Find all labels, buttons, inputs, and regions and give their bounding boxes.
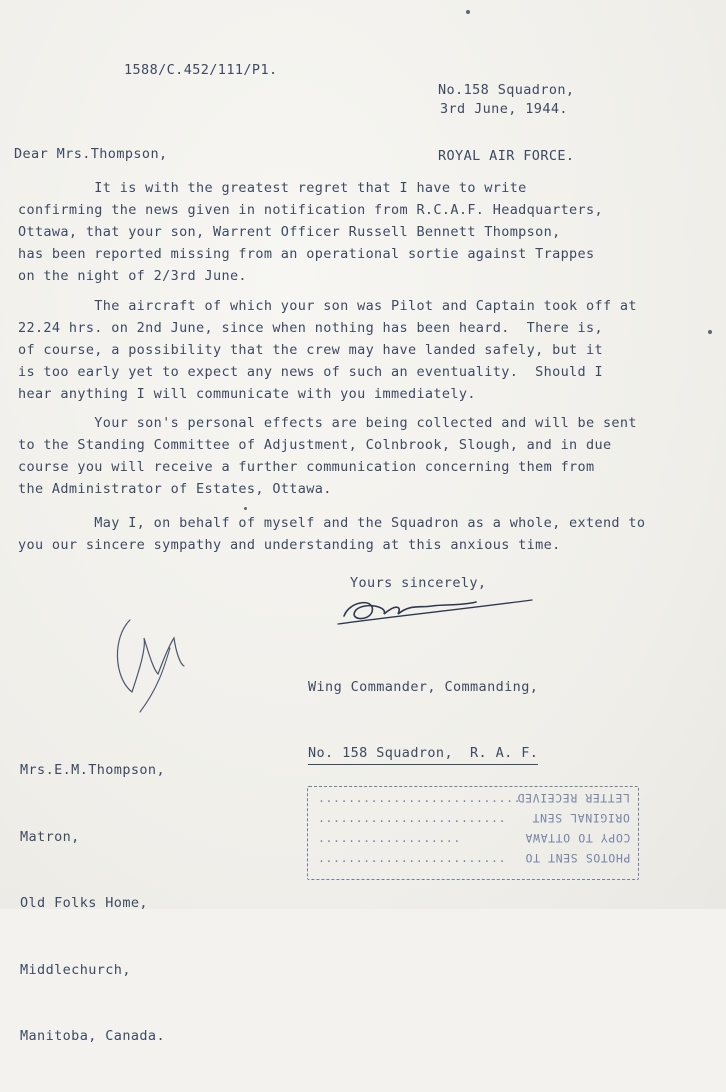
body-line: 22.24 hrs. on 2nd June, since when nothing has been heard. There is,	[18, 320, 603, 336]
body-line: the Administrator of Estates, Ottawa.	[18, 481, 332, 497]
salutation: Dear Mrs.Thompson,	[14, 146, 168, 162]
stamp-label: ORIGINAL SENT	[532, 811, 630, 825]
stamp-label: COPY TO OTTAWA	[524, 831, 630, 845]
paragraph-1	[18, 177, 718, 287]
signature-block	[308, 632, 538, 809]
service-line: ROYAL AIR FORCE.	[438, 148, 575, 164]
stamp-row	[318, 811, 630, 829]
stamp-dots: .........................	[318, 851, 507, 865]
recipient-line: Matron,	[20, 828, 80, 845]
body-line: course you will receive a further communication concerning them from	[18, 459, 595, 475]
body-line: Your son's personal effects are being collected and will be sent	[18, 415, 637, 431]
closing: Yours sincerely,	[350, 575, 487, 591]
paragraph-2	[18, 295, 718, 405]
ink-speck	[466, 10, 470, 14]
body-line: to the Standing Committee of Adjustment, Colnbrook, Slough, and in due	[18, 437, 612, 453]
stamp-dots: ...................	[318, 831, 461, 845]
recipient-line: Manitoba, Canada.	[20, 1028, 165, 1044]
body-line: is too early yet to expect any news of such an eventuality. Should I	[18, 364, 603, 380]
letter-date: 3rd June, 1944.	[440, 101, 568, 117]
squadron-line: No.158 Squadron,	[438, 82, 575, 98]
recipient-line: Middlechurch,	[20, 961, 131, 978]
body-line: The aircraft of which your son was Pilot and Captain took off at	[18, 298, 637, 314]
recipient-line: Mrs.E.M.Thompson,	[20, 762, 165, 778]
body-line: confirming the news given in notification from R.C.A.F. Headquarters,	[18, 202, 603, 218]
stamp-row	[318, 851, 630, 869]
body-line: hear anything I will communicate with you immediately.	[18, 386, 476, 402]
paragraph-4	[18, 512, 718, 556]
handwritten-signature	[336, 586, 536, 632]
body-line: It is with the greatest regret that I have to write	[18, 180, 527, 196]
stamp-dots: .........................	[318, 811, 507, 825]
stamp-dots: ...........................	[318, 791, 522, 805]
ink-speck	[244, 507, 247, 510]
file-reference: 1588/C.452/111/P1.	[124, 62, 278, 78]
signatory-unit: No. 158 Squadron, R. A. F.	[308, 742, 538, 765]
paragraph-3	[18, 412, 718, 500]
stamp-label: PHOTOS SENT TO	[524, 851, 630, 865]
receipt-stamp	[307, 786, 639, 880]
stamp-row	[318, 791, 630, 809]
body-line: Ottawa, that your son, Warrent Officer Russell Bennett Thompson,	[18, 224, 561, 240]
body-line: May I, on behalf of myself and the Squadron as a whole, extend to	[18, 515, 646, 531]
signatory-title: Wing Commander, Commanding,	[308, 679, 539, 695]
recipient-line: Old Folks Home,	[20, 895, 148, 911]
recipient-address	[20, 715, 165, 1092]
stamp-label: LETTER RECEIVED	[517, 791, 630, 805]
body-line: on the night of 2/3rd June.	[18, 268, 247, 284]
stamp-row	[318, 831, 630, 849]
handwritten-initials	[110, 608, 220, 728]
body-line: you our sincere sympathy and understanding at this anxious time.	[18, 537, 561, 553]
body-line: of course, a possibility that the crew may have landed safely, but it	[18, 342, 603, 358]
body-line: has been reported missing from an operational sortie against Trappes	[18, 246, 595, 262]
